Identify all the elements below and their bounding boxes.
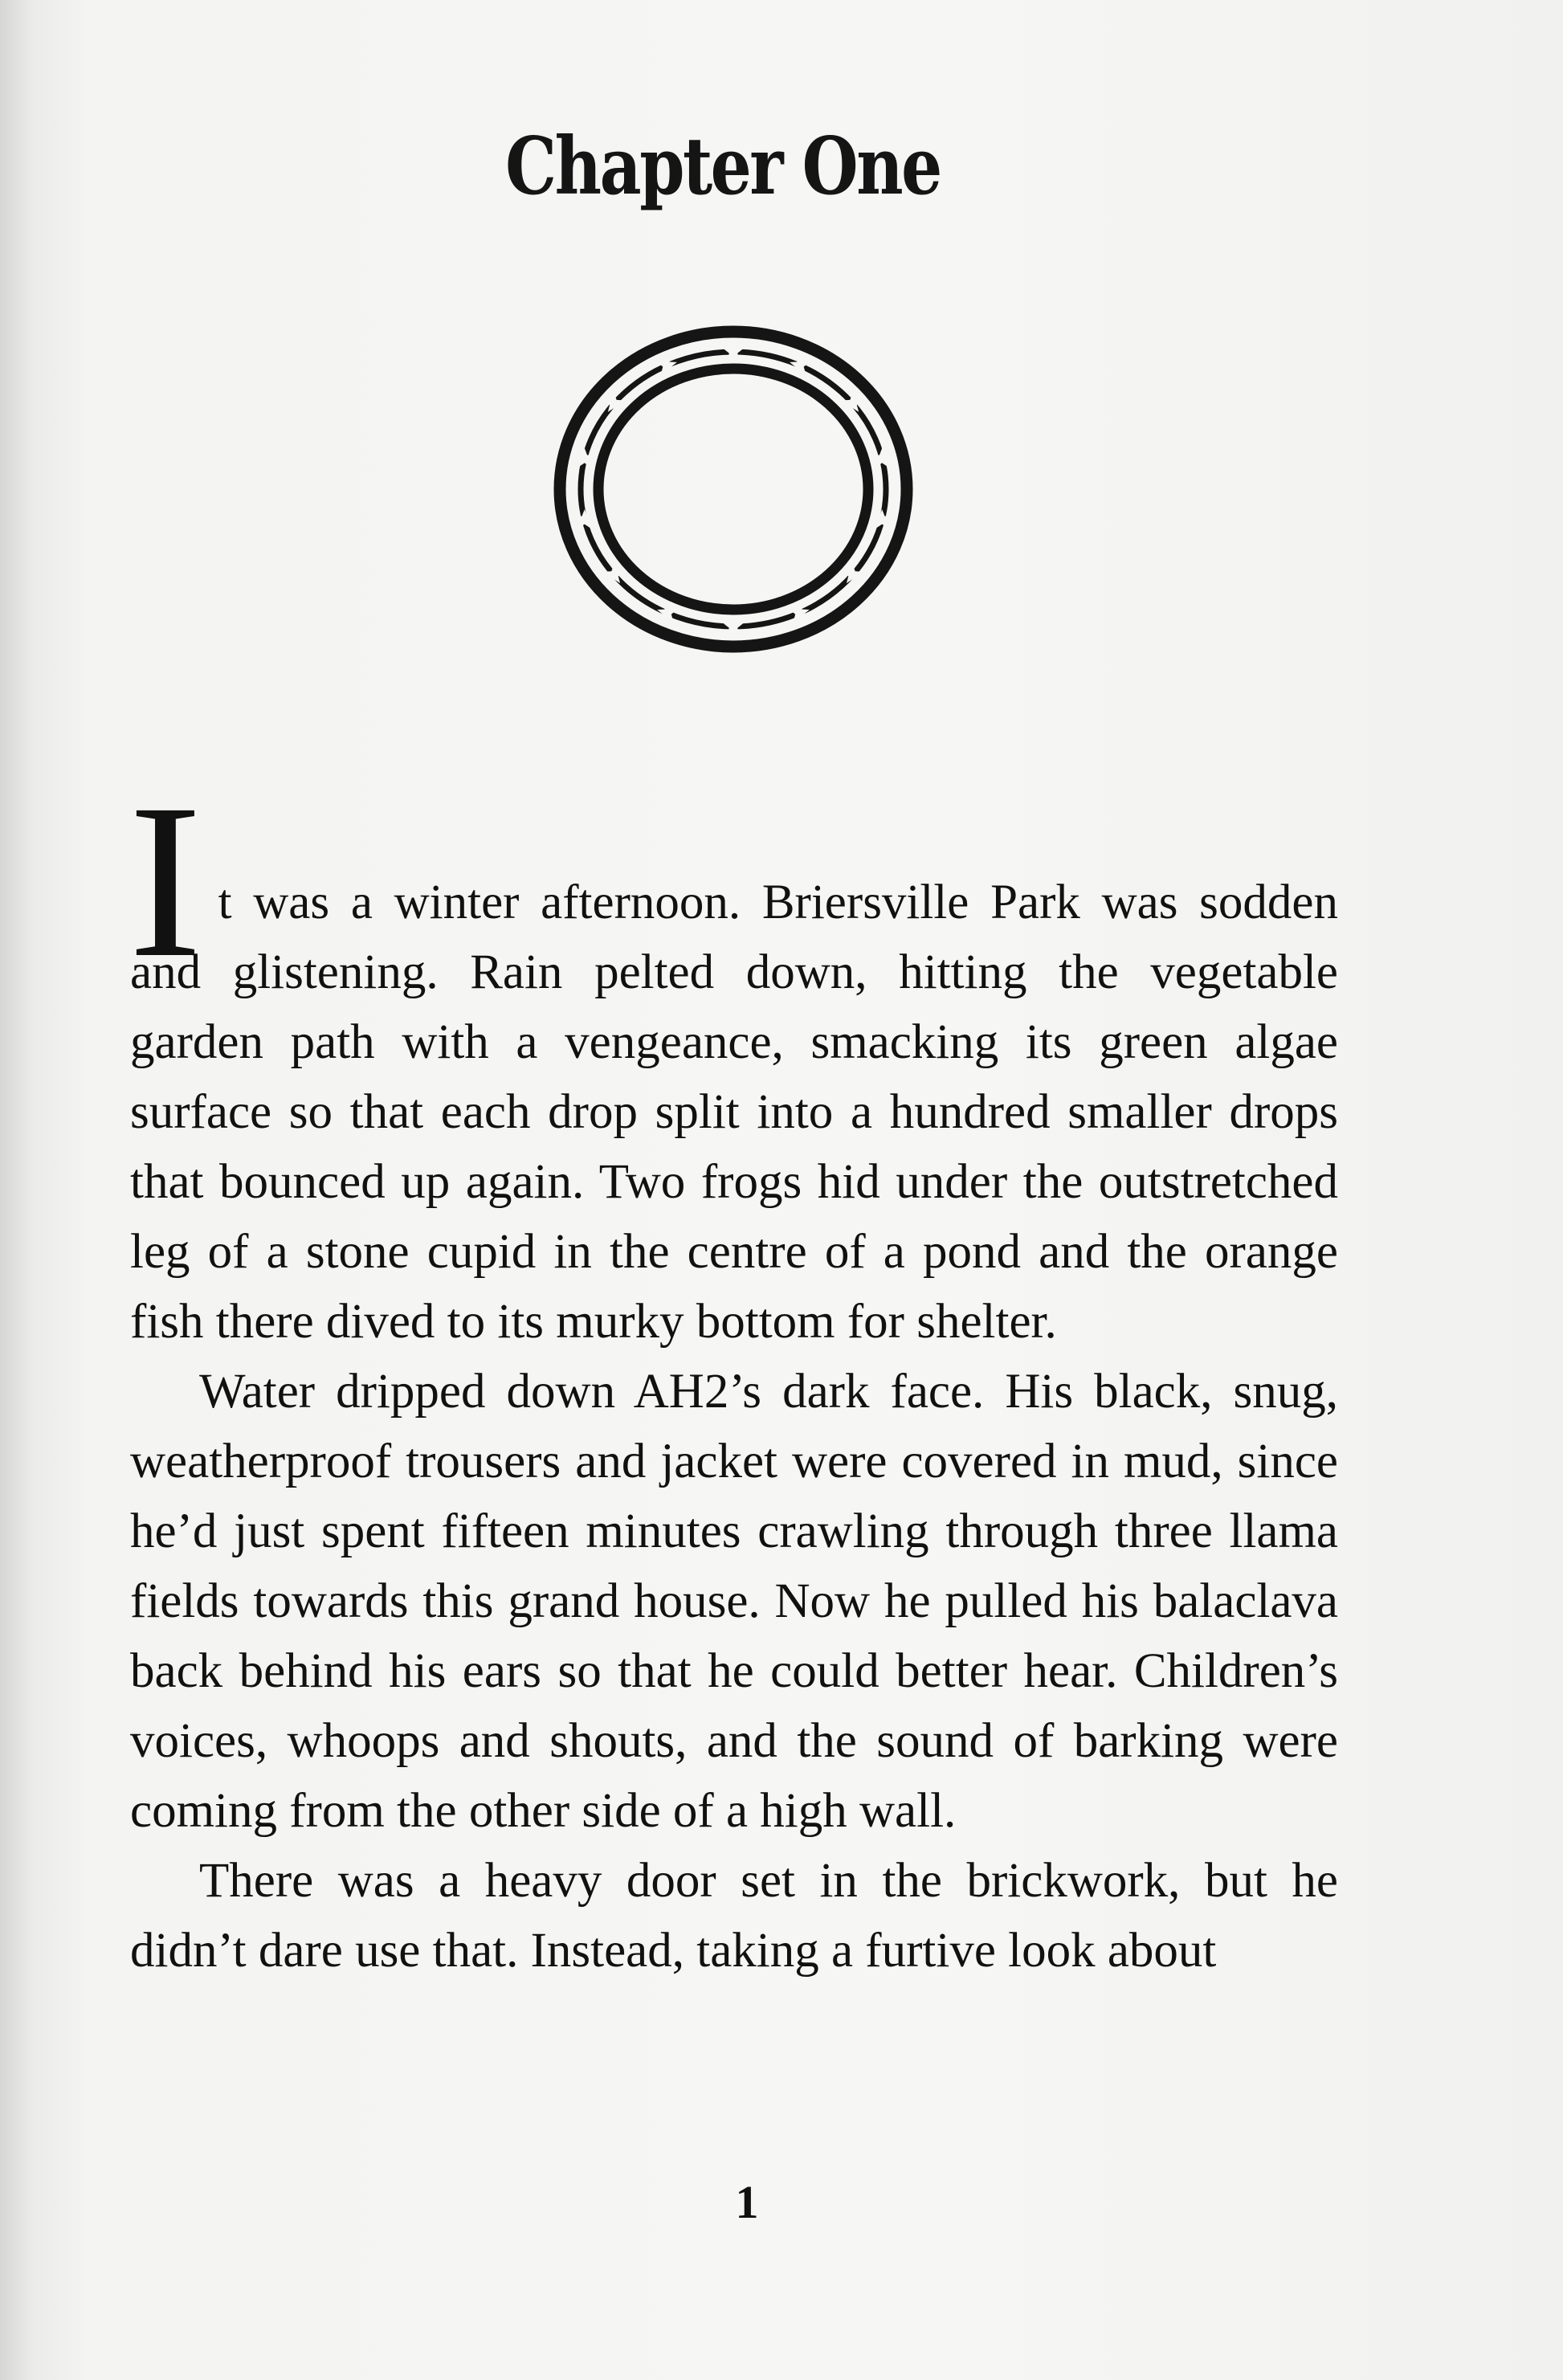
- paragraph-1-text: t was a winter afternoon. Briersville Park was sodden and glistening. Rain pelted down, hitting the vegetable garden path with a vengeance, smacking its green algae surface so that each drop split into a hundred smaller drops that bounced up again. Two frogs hid under the outstretched leg of a stone cupid in the centre of a pond and the orange fish there dived to its murky bottom for shelter.: [130, 876, 1338, 1349]
- paragraph-3: There was a heavy door set in the brickwork, but he didn’t dare use that. Instead, taking a furtive look about: [130, 1854, 1338, 1978]
- chapter-title: Chapter One: [505, 120, 941, 213]
- paragraph-1: [129, 759, 1338, 1357]
- drop-cap: I: [129, 759, 202, 1003]
- ring-star: [724, 616, 744, 635]
- star-ring-icon: [553, 325, 914, 654]
- paragraph-2: Water dripped down AH2’s dark face. His black, snug, weatherproof trousers and jacket were covered in mud, since he’d just spent fifteen minutes crawling through three llama fields towards this grand house. Now he pulled his balaclava back behind his ears so that he could better hear. Children’s voices, whoops and shouts, and the sound of barking were coming from the other side of a high wall.: [130, 1365, 1338, 1838]
- chapter-body: [129, 759, 1338, 1986]
- page-number: 1: [735, 2176, 759, 2228]
- ring-star: [724, 341, 744, 361]
